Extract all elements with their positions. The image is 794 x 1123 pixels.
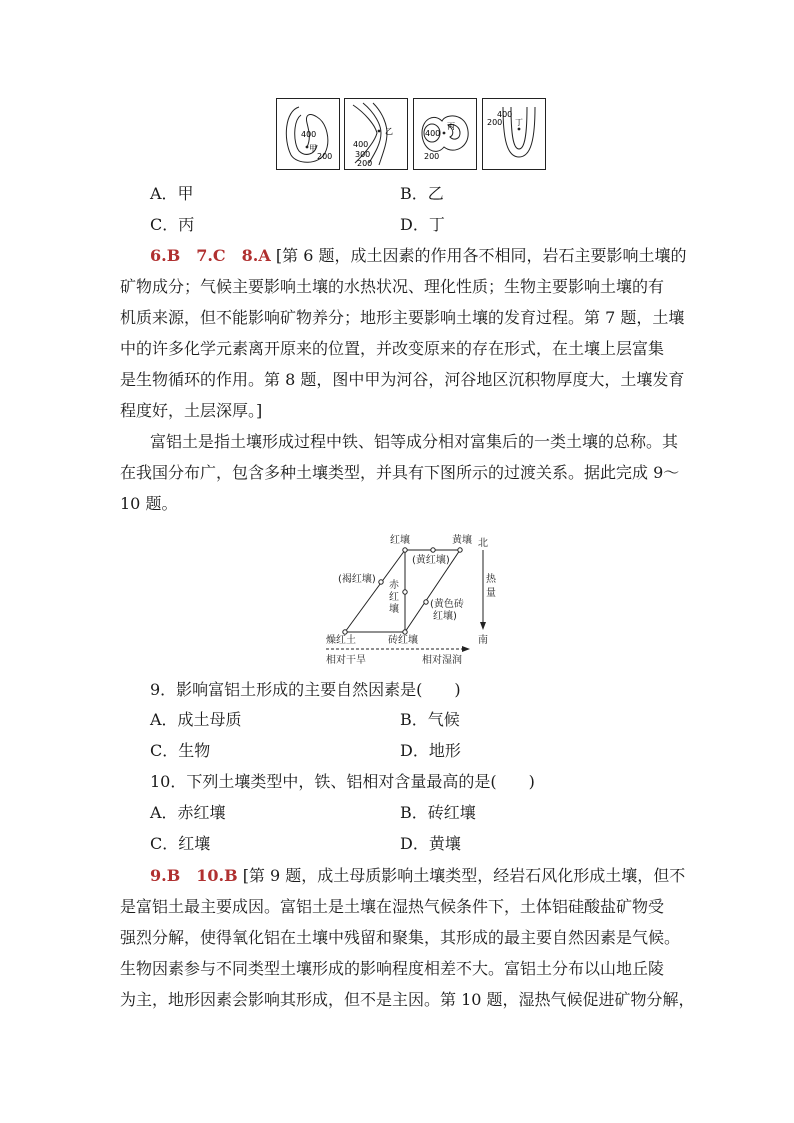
map-bing-label-200: 200 [424, 152, 440, 161]
answer-key-9-10: 9.B 10.B [150, 866, 238, 885]
label-chi: 赤 [389, 580, 399, 591]
q8-option-b: B．乙 [400, 184, 444, 203]
label-re: 热 [486, 574, 496, 585]
label-huangsezhuan: (黄色砖 [430, 599, 464, 610]
answer-line-9-10 [150, 866, 685, 886]
answer-text-6-8-l6: 程度好，土层深厚。] [120, 401, 263, 420]
q8-option-a: A．甲 [150, 184, 194, 203]
answer-line-1 [150, 246, 687, 266]
map-yi-label-name: 乙 [385, 127, 393, 136]
contour-map-jia-svg [277, 99, 339, 169]
contour-map-yi [344, 98, 408, 170]
answer-text-6-8-l5: 是生物循环的作用。第 8 题，图中甲为河谷，河谷地区沉积物厚度大，土壤发育 [120, 370, 685, 389]
map-jia-label-name: 甲 [309, 144, 317, 153]
q10-option-d: D．黄壤 [400, 834, 461, 853]
label-hong: 红 [389, 592, 399, 603]
answer-key-6-8: 6.B 7.C 8.A [150, 246, 271, 265]
answer-text-6-8-l3: 机质来源，但不能影响矿物养分；地形主要影响土壤的发育过程。第 7 题，土壤 [120, 308, 685, 327]
map-bing-label-400: 400 [425, 129, 441, 138]
q9-option-c: C．生物 [150, 741, 211, 760]
label-huanghongrang: (黄红壤) [412, 555, 450, 566]
label-relatively-dry: 相对干旱 [326, 655, 366, 666]
map-bing-label-name: 丙 [447, 122, 455, 131]
q10-option-c: C．红壤 [150, 834, 211, 853]
label-liang: 量 [486, 588, 496, 599]
q9-stem: 9．影响富铝土形成的主要自然因素是( ) [150, 680, 461, 699]
label-hongrang: 红壤 [390, 535, 410, 546]
answer-text-9-10-l1: [第 9 题，成土母质影响土壤类型，经岩石风化形成土壤，但不 [242, 866, 686, 885]
contour-map-jia [276, 98, 340, 170]
q9-option-b: B．气候 [400, 710, 460, 729]
label-zaohongtu: 燥红土 [326, 635, 356, 646]
contour-map-bing-svg [414, 99, 476, 169]
answer-text-9-10-l3: 强烈分解，使得氧化铝在土壤中残留和聚集，其形成的最主要自然因素是气候。 [120, 928, 681, 947]
contour-maps-figure [276, 98, 548, 170]
contour-map-ding [482, 98, 546, 170]
map-ding-label-200: 200 [487, 118, 503, 127]
intro-line-1: 富铝土是指土壤形成过程中铁、铝等成分相对富集后的一类土壤的总称。其 [150, 432, 679, 451]
answer-text-6-8-l4: 中的许多化学元素离开原来的位置，并改变原来的存在形式，在土壤上层富集 [120, 339, 665, 358]
map-ding-label-name: 丁 [515, 118, 523, 127]
map-jia-label-400: 400 [301, 130, 317, 139]
q10-option-a: A．赤红壤 [150, 803, 226, 822]
contour-map-bing [413, 98, 477, 170]
q9-option-d: D．地形 [400, 741, 461, 760]
map-yi-label-400: 400 [353, 140, 369, 149]
map-yi-label-200: 200 [357, 159, 373, 168]
label-south: 南 [478, 635, 488, 646]
label-zhuanhongrang: 砖红壤 [388, 635, 418, 646]
label-rang: 壤 [389, 604, 399, 615]
label-hongrang-close: 红壤) [433, 611, 457, 622]
answer-text-6-8-l2: 矿物成分；气候主要影响土壤的水热状况、理化性质；生物主要影响土壤的有 [120, 277, 665, 296]
q8-option-d: D．丁 [400, 215, 445, 234]
answer-text-9-10-l2: 是富铝土最主要成因。富铝土是土壤在湿热气候条件下，土体铝硅酸盐矿物受 [120, 897, 665, 916]
answer-text-6-8-l1: [第 6 题，成土因素的作用各不相同，岩石主要影响土壤的 [275, 246, 687, 265]
q10-stem: 10．下列土壤类型中，铁、铝相对含量最高的是( ) [150, 772, 535, 791]
label-relatively-wet: 相对湿润 [422, 655, 462, 666]
q10-option-b: B．砖红壤 [400, 803, 476, 822]
intro-line-2: 在我国分布广，包含多种土壤类型，并具有下图所示的过渡关系。据此完成 9～ [120, 463, 680, 482]
map-jia-label-200: 200 [317, 152, 333, 161]
contour-map-yi-svg [345, 99, 407, 169]
contour-map-ding-svg [483, 99, 545, 169]
intro-line-3: 10 题。 [120, 494, 178, 513]
q9-option-a: A．成土母质 [150, 710, 242, 729]
map-ding-label-400: 400 [497, 110, 513, 119]
map-yi-label-300: 300 [355, 150, 371, 159]
label-hehongrang: (褐红壤) [338, 574, 376, 585]
answer-text-9-10-l5: 为主，地形因素会影响其形成，但不是主因。第 10 题，湿热气候促进矿物分解， [120, 990, 695, 1009]
label-north: 北 [478, 538, 488, 549]
label-huangrang: 黄壤 [452, 535, 472, 546]
q8-option-c: C．丙 [150, 215, 195, 234]
answer-text-9-10-l4: 生物因素参与不同类型土壤形成的影响程度相差不大。富铝土分布以山地丘陵 [120, 959, 665, 978]
soil-transition-diagram [320, 530, 500, 668]
